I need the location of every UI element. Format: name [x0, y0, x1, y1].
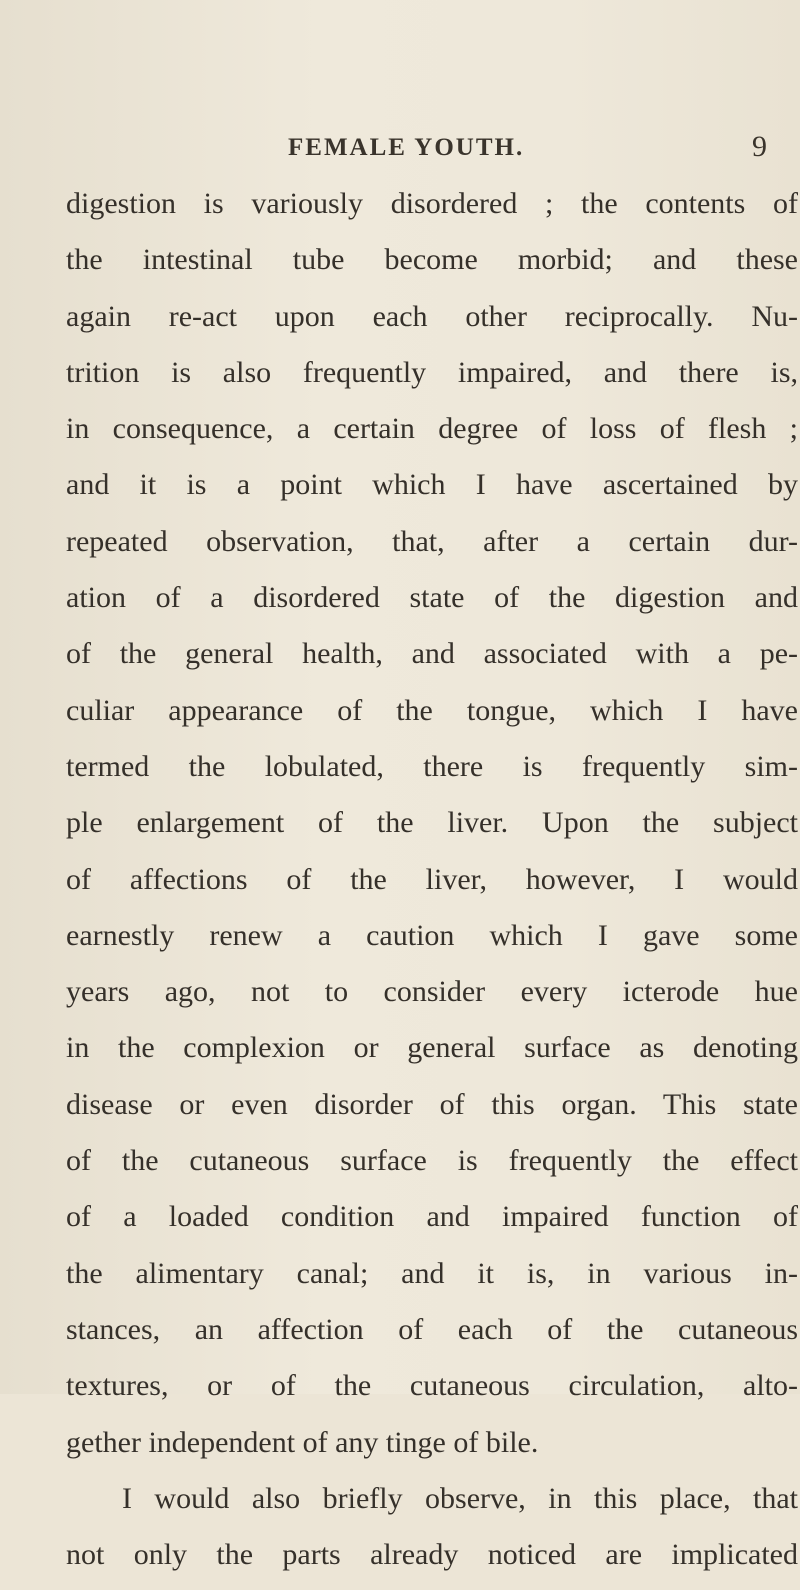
text-line: again re-act upon each other reciprocally. Nu- [66, 299, 798, 333]
running-head [0, 130, 800, 174]
text-line: ple enlargement of the liver. Upon the subject [66, 806, 798, 840]
text-line: of a loaded condition and impaired function of [66, 1200, 798, 1234]
text-line: repeated observation, that, after a certain dur- [66, 524, 798, 558]
text-line: years ago, not to consider every icterode hue [66, 975, 798, 1009]
page-number: 9 [752, 130, 767, 163]
text-line: not only the parts already noticed are implicated [66, 1538, 798, 1572]
text-line: stances, an affection of each of the cutaneous [66, 1312, 798, 1346]
text-line: in consequence, a certain degree of loss of flesh ; [66, 412, 798, 446]
text-line: of the cutaneous surface is frequently the effect [66, 1144, 798, 1178]
text-line: termed the lobulated, there is frequently sim- [66, 749, 798, 783]
text-line: of the general health, and associated with a pe- [66, 637, 798, 671]
text-line: the intestinal tube become morbid; and these [66, 243, 798, 277]
text-line: I would also briefly observe, in this place, that [122, 1481, 798, 1515]
text-line: disease or even disorder of this organ. This state [66, 1087, 798, 1121]
text-line: the alimentary canal; and it is, in various in- [66, 1256, 798, 1290]
text-line: trition is also frequently impaired, and there is, [66, 355, 798, 389]
text-line: culiar appearance of the tongue, which I have [66, 693, 798, 727]
text-line: in the complexion or general surface as denoting [66, 1031, 798, 1065]
text-line: textures, or of the cutaneous circulation, alto- [66, 1369, 798, 1403]
text-line: digestion is variously disordered ; the contents of [66, 187, 798, 220]
text-line: ation of a disordered state of the digestion and [66, 581, 798, 615]
body-text [66, 183, 798, 1590]
text-line: gether independent of any tinge of bile. [66, 1425, 539, 1459]
running-title: FEMALE YOUTH. [288, 134, 525, 161]
text-line: and it is a point which I have ascertained by [66, 468, 798, 502]
text-line: earnestly renew a caution which I gave some [66, 918, 798, 952]
text-line: of affections of the liver, however, I would [66, 862, 798, 896]
